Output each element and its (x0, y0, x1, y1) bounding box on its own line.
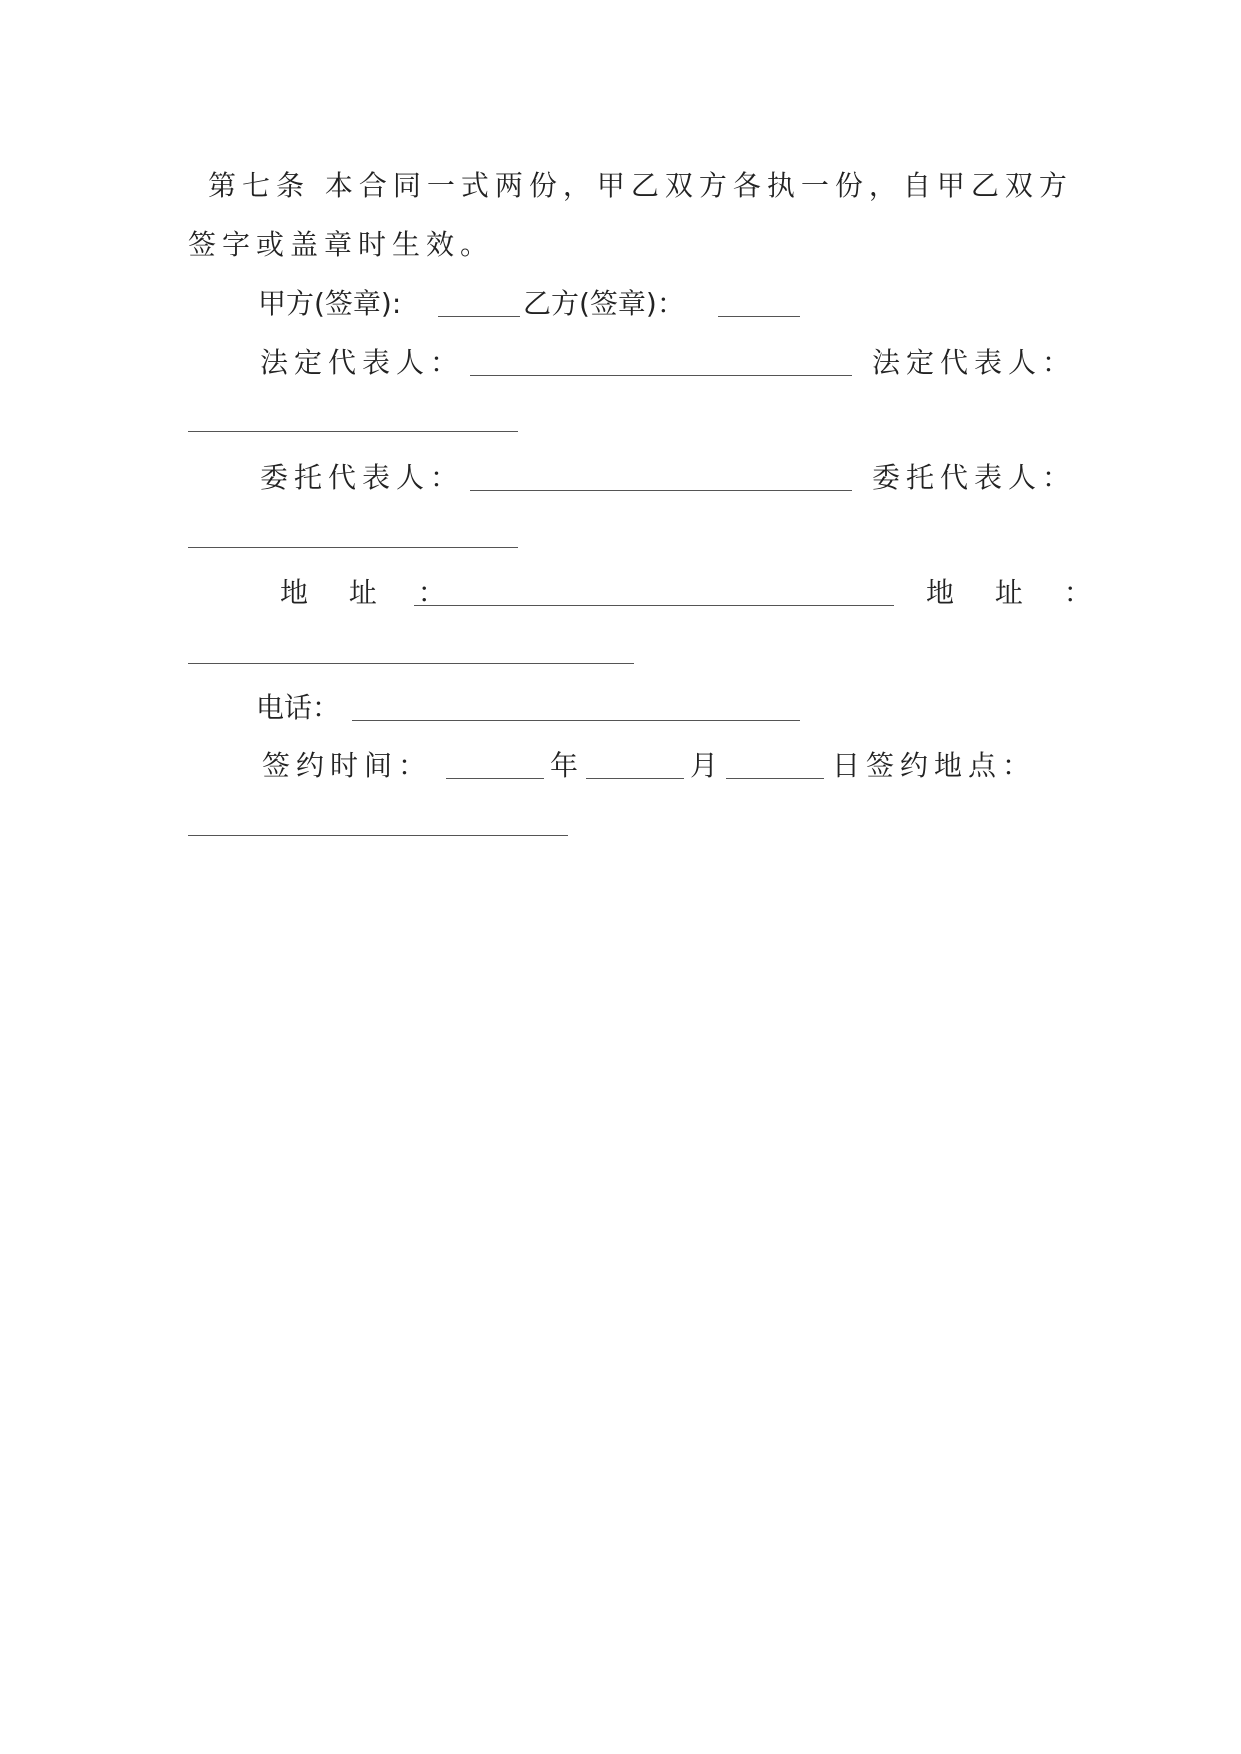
address-b-blank[interactable] (188, 663, 634, 664)
phone-blank[interactable] (352, 720, 800, 721)
legal-rep-a-label: 法定代表人： (260, 346, 465, 379)
party-b-seal-blank[interactable] (718, 316, 800, 317)
address-b-label: 地 址 ： (926, 576, 1108, 609)
legal-rep-b-blank[interactable] (188, 431, 518, 432)
agent-a-label: 委托代表人： (260, 461, 465, 494)
address-a-label: 地 址 ： (280, 576, 462, 609)
party-a-seal-blank[interactable] (438, 316, 520, 317)
sign-day-blank[interactable] (726, 778, 824, 779)
day-and-place-label: 日签约地点： (832, 749, 1037, 782)
legal-rep-b-label: 法定代表人： (872, 346, 1077, 379)
sign-month-blank[interactable] (586, 778, 684, 779)
sign-place-blank[interactable] (188, 835, 568, 836)
clause-7-line-1: 第七条 本合同一式两份，甲乙双方各执一份，自甲乙双方 (208, 169, 1073, 202)
legal-rep-a-blank[interactable] (470, 375, 852, 376)
agent-b-label: 委托代表人： (872, 461, 1077, 494)
sign-year-blank[interactable] (446, 778, 544, 779)
address-a-blank[interactable] (414, 605, 894, 606)
sign-time-label: 签约时间： (262, 749, 433, 782)
party-b-seal-label: 乙方(签章)： (523, 287, 685, 320)
year-label: 年 (550, 749, 579, 782)
agent-a-blank[interactable] (470, 490, 852, 491)
party-a-seal-label: 甲方(签章): (258, 287, 402, 320)
month-label: 月 (690, 749, 719, 782)
clause-7-line-2: 签字或盖章时生效。 (188, 228, 495, 261)
phone-label: 电话： (256, 691, 341, 724)
agent-b-blank[interactable] (188, 547, 518, 548)
